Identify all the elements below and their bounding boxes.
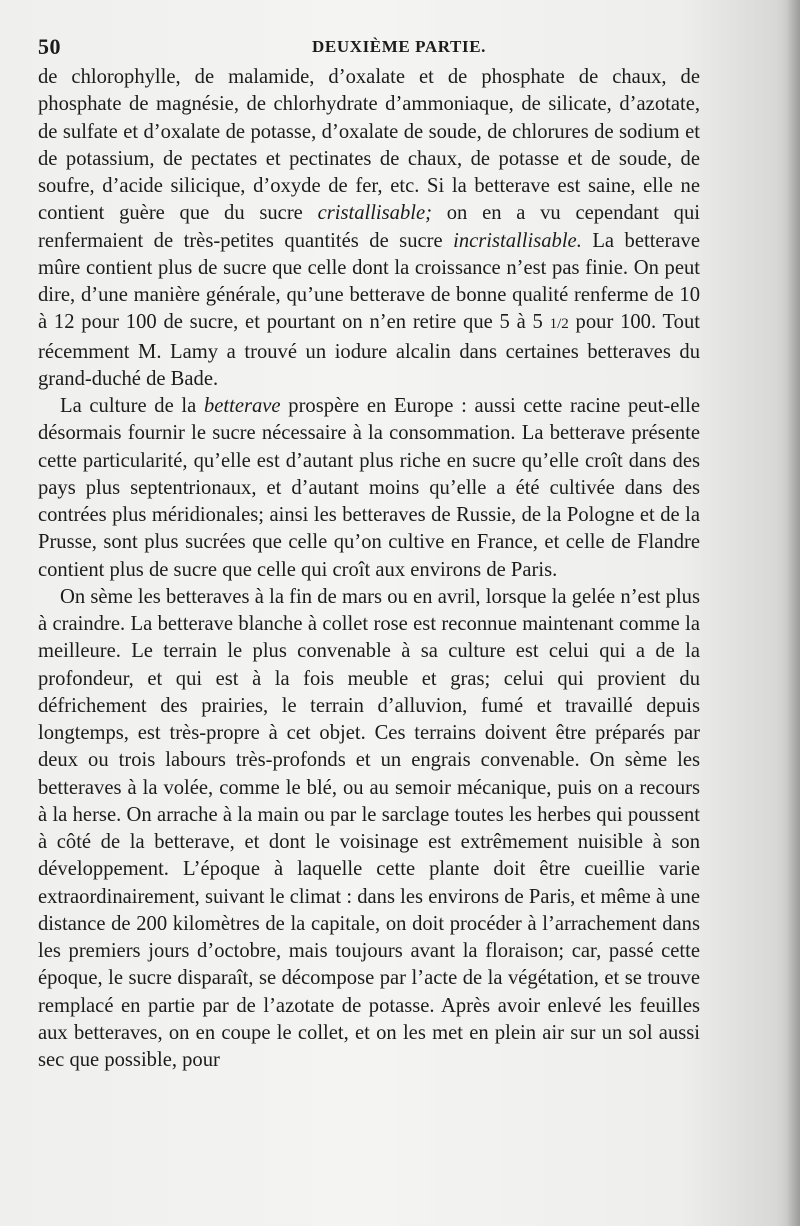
paragraph-1 [38,64,700,393]
italic-term: incristallisable. [453,229,582,252]
italic-term: cristallisable; [317,202,432,225]
text-segment: de chlorophylle, de malamide, d’oxalate et de phosphate de chaux, de phosphate de magnésie, de chlorhydrate d’ammoniaque, de silicate, d’azotate, de sulfate et d’oxalate de potasse, d’oxalate de soude, de chlorures de sodium et de potassium, de pectates et pectinates de chaux, de potasse et de soude, de soufre, d’acide silicique, d’oxyde de fer, etc. Si la betterave est saine, elle ne contient guère que du sucre [38,66,700,225]
text-segment: on en a vu cependant qui renfermaient de très-petites quantités de sucre [38,202,700,252]
body-text [38,64,700,1074]
text-segment: On sème les betteraves à la fin de mars ou en avril, lorsque la gelée n’est plus à craindre. La betterave blanche à collet rose est reconnue maintenant comme la meilleure. Le terrain le plus convenable à sa culture est celui qui a de la profondeur, et qui est à la fois meuble et gras; celui qui provient du défrichement des prairies, le terrain d’alluvion, fumé et travaillé depuis longtemps, est très-propre à cet objet. Ces terrains doivent être préparés par deux ou trois labours très-profonds et un engrais convenable. On sème les betteraves à la volée, comme le blé, ou au semoir mécanique, puis on a recours à la herse. On arrache à la main ou par le sarclage toutes les herbes qui poussent à côté de la betterave, et dont le voisinage est extrêmement nuisible à son développement. L’époque à laquelle cette plante doit être cueillie varie extraordinairement, suivant le climat : dans les environs de Paris, et même à une distance de 200 kilomètres de la capitale, on doit procéder à l’arrachement dans les premiers jours d’octobre, mais toujours avant la floraison; car, passé cette époque, le sucre disparaît, se décompose par l’acte de la végétation, et se trouve remplacé en partie par de l’azotate de potasse. Après avoir enlevé les feuilles aux betteraves, on en coupe le collet, et on les met en plein air sur un sol aussi sec que possible, pour [38,585,700,1071]
running-title: DEUXIÈME PARTIE. [312,37,486,56]
italic-term: betterave [203,395,281,417]
text-segment: La betterave mûre contient plus de sucre que celle dont la croissance n’est pas finie. On peut dire, d’une manière générale, qu’une betterave de bonne qualité renferme de 10 à 12 pour 100 de sucre, et pourtant on n’en retire que 5 à 5 [38,229,700,334]
page-edge-shadow [786,0,800,1226]
text-segment: pour 100. Tout récemment M. Lamy a trouvé un iodure alcalin dans certaines betteraves du grand-duché de Bade. [38,311,700,390]
page-number: 50 [38,34,61,59]
page-header [38,34,760,62]
paragraph-2 [38,393,700,584]
paragraph-3 [38,584,700,1075]
fraction: 1/2 [549,316,569,333]
text-segment: prospère en Europe : aussi cette racine peut-elle désormais fournir le sucre nécessaire à la consommation. La betterave présente cette particularité, qu’elle est d’autant plus riche en sucre qu’elle croît dans des pays plus septentrionaux, et d’autant moins qu’elle a été cultivée dans des contrées plus méridionales; ainsi les betteraves de Russie, de la Pologne et de la Prusse, sont plus sucrées que celle qu’on cultive en France, et celle de Flandre contient plus de sucre que celle qui croît aux environs de Paris. [38,395,700,581]
text-segment: La culture de la [60,395,204,417]
